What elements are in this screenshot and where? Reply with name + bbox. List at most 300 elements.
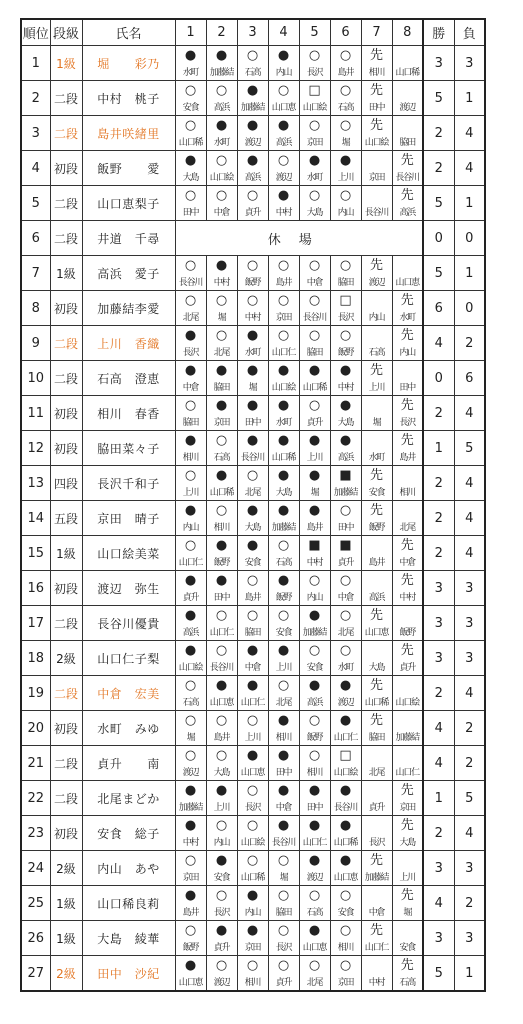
result-mark: ○: [215, 888, 228, 903]
opponent-name: 山口恵: [209, 698, 234, 708]
result-mark: ○: [308, 48, 321, 63]
result-mark: ○: [277, 258, 290, 273]
wins-cell: 2: [423, 396, 454, 431]
game-cell: [237, 606, 268, 641]
opponent-name: 北尾: [399, 523, 416, 533]
game-cell: [237, 186, 268, 221]
result-mark: ○: [215, 433, 228, 448]
result-mark: ○: [246, 783, 259, 798]
losses-cell: 4: [454, 396, 485, 431]
game-cell: [268, 501, 299, 536]
opponent-name: 山口稀: [240, 873, 265, 883]
header-losses: 負: [454, 19, 485, 46]
result-mark: ●: [184, 888, 197, 903]
result-mark: ●: [215, 923, 228, 938]
player-row: [21, 676, 485, 711]
game-cell: [268, 956, 299, 992]
opponent-name: 石高: [306, 908, 323, 918]
game-cell: [268, 921, 299, 956]
opponent-name: 貞升: [399, 663, 416, 673]
losses-cell: 1: [454, 81, 485, 116]
result-mark: ●: [246, 503, 259, 518]
opponent-name: 脇田: [275, 908, 292, 918]
result-mark: ●: [308, 433, 321, 448]
result-mark: ○: [339, 48, 352, 63]
opponent-name: 大島: [182, 173, 199, 183]
header-round-2: 2: [206, 19, 237, 46]
game-cell: [268, 256, 299, 291]
game-cell: [361, 81, 392, 116]
result-mark: ●: [277, 643, 290, 658]
rank-cell: 27: [21, 956, 50, 992]
opponent-name: 島井: [337, 68, 354, 78]
game-cell: [237, 116, 268, 151]
header-wins: 勝: [423, 19, 454, 46]
rank-cell: 1: [21, 46, 50, 81]
result-mark: ○: [339, 643, 352, 658]
result-mark: ●: [246, 398, 259, 413]
rank-cell: 16: [21, 571, 50, 606]
result-mark: [393, 713, 423, 728]
opponent-name: 安食: [182, 103, 199, 113]
opponent-name: 中倉: [306, 278, 323, 288]
opponent-name: 田中: [399, 383, 416, 393]
opponent-name: 山口仁: [271, 348, 296, 358]
opponent-name: 相川: [306, 768, 323, 778]
opponent-name: 堀: [248, 383, 257, 393]
game-cell: [206, 186, 237, 221]
result-mark: ○: [308, 748, 321, 763]
game-cell: [361, 606, 392, 641]
opponent-name: 飯野: [275, 593, 292, 603]
game-cell: [392, 186, 423, 221]
header-round-1: 1: [175, 19, 206, 46]
rank-cell: 22: [21, 781, 50, 816]
opponent-name: 大島: [244, 523, 261, 533]
result-mark: ●: [246, 643, 259, 658]
opponent-name: 貞升: [275, 978, 292, 988]
wins-cell: 3: [423, 641, 454, 676]
dan-cell: 1級: [50, 256, 82, 291]
opponent-name: 水町: [213, 138, 230, 148]
game-cell: [299, 501, 330, 536]
result-mark: ○: [184, 188, 197, 203]
player-row: [21, 46, 485, 81]
game-cell: [175, 746, 206, 781]
opponent-name: 加藤結: [395, 733, 419, 743]
opponent-name: 水町: [182, 68, 199, 78]
wins-cell: 0: [423, 221, 454, 256]
losses-cell: 2: [454, 711, 485, 746]
opponent-name: 大島: [368, 663, 385, 673]
player-row: [21, 221, 485, 256]
result-mark: ○: [215, 818, 228, 833]
game-cell: [206, 921, 237, 956]
game-cell: [361, 886, 392, 921]
result-mark: ○: [246, 468, 259, 483]
result-mark: ○: [246, 573, 259, 588]
player-name: 島井咲緒里: [82, 116, 175, 151]
dan-cell: 初段: [50, 396, 82, 431]
result-mark: ○: [308, 398, 321, 413]
game-cell: [299, 746, 330, 781]
result-mark: ○: [184, 748, 197, 763]
losses-cell: 3: [454, 606, 485, 641]
result-mark: ○: [308, 258, 321, 273]
opponent-name: 中倉: [399, 558, 416, 568]
opponent-name: 大島: [213, 768, 230, 778]
header-name: 氏名: [82, 19, 175, 46]
game-cell: [361, 536, 392, 571]
opponent-name: 高浜: [337, 453, 354, 463]
header-round-5: 5: [299, 19, 330, 46]
game-cell: [361, 291, 392, 326]
dan-cell: 二段: [50, 606, 82, 641]
opponent-name: 長谷川: [178, 278, 203, 288]
opponent-name: 飯野: [213, 558, 230, 568]
opponent-name: 山口恵: [302, 943, 327, 953]
opponent-name: 山口稀: [333, 838, 358, 848]
opponent-name: 脇田: [306, 348, 323, 358]
opponent-name: 堀: [341, 138, 350, 148]
game-cell: [175, 431, 206, 466]
game-cell: [237, 291, 268, 326]
dan-cell: 二段: [50, 116, 82, 151]
game-cell: [361, 921, 392, 956]
opponent-name: 山口恵: [395, 278, 419, 288]
dan-cell: 初段: [50, 431, 82, 466]
result-mark: ●: [277, 818, 290, 833]
player-name: 山口仁子梨: [82, 641, 175, 676]
player-row: [21, 606, 485, 641]
opponent-name: 石高: [182, 698, 199, 708]
dan-cell: 1級: [50, 46, 82, 81]
game-cell: [237, 781, 268, 816]
result-mark: ●: [339, 678, 352, 693]
losses-cell: 3: [454, 921, 485, 956]
result-mark: ○: [308, 118, 321, 133]
opponent-name: 安食: [244, 558, 261, 568]
game-cell: [206, 116, 237, 151]
opponent-name: 上川: [306, 453, 323, 463]
result-mark: ●: [184, 433, 197, 448]
opponent-name: 加藤結: [178, 803, 203, 813]
game-cell: [206, 501, 237, 536]
result-mark: [362, 153, 392, 168]
player-name: 飯野 愛: [82, 151, 175, 186]
game-cell: [206, 886, 237, 921]
header-round-6: 6: [330, 19, 361, 46]
result-mark: ○: [246, 188, 259, 203]
result-mark: [362, 188, 392, 203]
game-cell: [237, 431, 268, 466]
opponent-name: 長沢: [213, 908, 230, 918]
header-rank: 順位: [21, 19, 50, 46]
result-mark: ○: [246, 48, 259, 63]
result-mark: ○: [215, 958, 228, 973]
game-cell: [361, 466, 392, 501]
game-cell: [392, 641, 423, 676]
opponent-name: 堀: [217, 313, 226, 323]
result-mark: ○: [277, 538, 290, 553]
opponent-name: 安食: [275, 628, 292, 638]
opponent-name: 山口恵: [364, 628, 389, 638]
result-mark: 先: [400, 188, 414, 203]
game-cell: [175, 186, 206, 221]
game-cell: [268, 46, 299, 81]
game-cell: [206, 746, 237, 781]
game-cell: [206, 431, 237, 466]
player-row: [21, 361, 485, 396]
wins-cell: 3: [423, 606, 454, 641]
opponent-name: 堀: [372, 418, 381, 428]
rank-cell: 12: [21, 431, 50, 466]
rank-cell: 26: [21, 921, 50, 956]
result-mark: ●: [339, 363, 352, 378]
result-mark: ○: [215, 643, 228, 658]
opponent-name: 大島: [337, 418, 354, 428]
losses-cell: 4: [454, 816, 485, 851]
result-mark: ●: [215, 853, 228, 868]
opponent-name: 北尾: [244, 488, 261, 498]
opponent-name: 加藤結: [271, 523, 296, 533]
game-cell: [175, 781, 206, 816]
game-cell: [361, 956, 392, 992]
game-cell: [175, 851, 206, 886]
game-cell: [206, 81, 237, 116]
game-cell: [330, 781, 361, 816]
standings-body: [21, 46, 485, 992]
result-mark: ○: [339, 503, 352, 518]
game-cell: [206, 606, 237, 641]
opponent-name: 渡辺: [306, 873, 323, 883]
result-mark: [393, 363, 423, 378]
game-cell: [299, 116, 330, 151]
opponent-name: 貞升: [337, 558, 354, 568]
losses-cell: 4: [454, 501, 485, 536]
opponent-name: 内山: [213, 838, 230, 848]
header-round-4: 4: [268, 19, 299, 46]
game-cell: [206, 291, 237, 326]
game-cell: [361, 46, 392, 81]
rank-cell: 15: [21, 536, 50, 571]
player-name: 内山 あや: [82, 851, 175, 886]
game-cell: [299, 921, 330, 956]
player-name: 水町 みゆ: [82, 711, 175, 746]
opponent-name: 中村: [213, 278, 230, 288]
opponent-name: 長沢: [399, 418, 416, 428]
result-mark: ○: [184, 853, 197, 868]
opponent-name: 北尾: [306, 978, 323, 988]
result-mark: ●: [215, 363, 228, 378]
game-cell: [237, 571, 268, 606]
result-mark: □: [308, 83, 321, 98]
player-name: 安食 総子: [82, 816, 175, 851]
result-mark: [362, 818, 392, 833]
wins-cell: 5: [423, 956, 454, 992]
game-cell: [330, 956, 361, 992]
game-cell: [268, 466, 299, 501]
opponent-name: 水町: [368, 453, 385, 463]
opponent-name: 貞升: [368, 803, 385, 813]
opponent-name: 脇田: [213, 383, 230, 393]
result-mark: ●: [184, 363, 197, 378]
dan-cell: 1級: [50, 921, 82, 956]
game-cell: [392, 536, 423, 571]
game-cell: [175, 151, 206, 186]
result-mark: ○: [215, 748, 228, 763]
game-cell: [330, 711, 361, 746]
dan-cell: 2級: [50, 641, 82, 676]
dan-cell: 1級: [50, 536, 82, 571]
game-cell: [175, 256, 206, 291]
losses-cell: 1: [454, 256, 485, 291]
game-cell: [206, 956, 237, 992]
opponent-name: 中倉: [337, 593, 354, 603]
result-mark: 先: [400, 398, 414, 413]
opponent-name: 渡辺: [399, 103, 416, 113]
opponent-name: 飯野: [368, 523, 385, 533]
game-cell: [299, 291, 330, 326]
losses-cell: 2: [454, 326, 485, 361]
game-cell: [175, 956, 206, 992]
game-cell: [206, 711, 237, 746]
opponent-name: 渡辺: [368, 278, 385, 288]
game-cell: [268, 816, 299, 851]
opponent-name: 田中: [368, 103, 385, 113]
player-row: [21, 641, 485, 676]
game-cell: [330, 396, 361, 431]
game-cell: [330, 466, 361, 501]
dan-cell: 二段: [50, 781, 82, 816]
result-mark: ○: [215, 328, 228, 343]
game-cell: [361, 361, 392, 396]
result-mark: [393, 118, 423, 133]
dan-cell: 二段: [50, 676, 82, 711]
result-mark: ●: [215, 468, 228, 483]
result-mark: ●: [215, 48, 228, 63]
game-cell: [392, 781, 423, 816]
opponent-name: 長沢: [275, 943, 292, 953]
dan-cell: 二段: [50, 361, 82, 396]
player-name: 京田 晴子: [82, 501, 175, 536]
game-cell: [237, 851, 268, 886]
game-cell: [237, 501, 268, 536]
game-cell: [206, 326, 237, 361]
result-mark: ○: [246, 853, 259, 868]
opponent-name: 山口仁: [364, 943, 389, 953]
opponent-name: 北尾: [337, 628, 354, 638]
result-mark: ○: [339, 573, 352, 588]
opponent-name: 上川: [244, 733, 261, 743]
game-cell: [392, 501, 423, 536]
player-name: 脇田菜々子: [82, 431, 175, 466]
opponent-name: 中村: [275, 208, 292, 218]
wins-cell: 3: [423, 921, 454, 956]
result-mark: ●: [277, 48, 290, 63]
dan-cell: 五段: [50, 501, 82, 536]
opponent-name: 京田: [244, 943, 261, 953]
dan-cell: 初段: [50, 711, 82, 746]
rank-cell: 9: [21, 326, 50, 361]
opponent-name: 上川: [275, 663, 292, 673]
losses-cell: 5: [454, 431, 485, 466]
game-cell: [237, 326, 268, 361]
opponent-name: 水町: [337, 663, 354, 673]
rest-cell: 休場: [175, 221, 423, 256]
losses-cell: 0: [454, 291, 485, 326]
result-mark: [393, 258, 423, 273]
wins-cell: 3: [423, 571, 454, 606]
rank-cell: 5: [21, 186, 50, 221]
result-mark: ○: [277, 153, 290, 168]
game-cell: [330, 326, 361, 361]
player-name: 山口絵美菜: [82, 536, 175, 571]
opponent-name: 中村: [337, 383, 354, 393]
game-cell: [206, 851, 237, 886]
game-cell: [330, 886, 361, 921]
dan-cell: 二段: [50, 746, 82, 781]
game-cell: [330, 361, 361, 396]
result-mark: 先: [400, 433, 414, 448]
game-cell: [175, 46, 206, 81]
opponent-name: 北尾: [182, 313, 199, 323]
result-mark: ○: [215, 608, 228, 623]
opponent-name: 長沢: [182, 348, 199, 358]
opponent-name: 山口絵: [333, 768, 358, 778]
result-mark: ●: [308, 853, 321, 868]
opponent-name: 内山: [275, 68, 292, 78]
game-cell: [299, 81, 330, 116]
game-cell: [268, 641, 299, 676]
game-cell: [361, 641, 392, 676]
player-name: 堀 彩乃: [82, 46, 175, 81]
result-mark: ●: [184, 503, 197, 518]
wins-cell: 1: [423, 431, 454, 466]
result-mark: ■: [308, 538, 321, 553]
rank-cell: 17: [21, 606, 50, 641]
player-row: [21, 116, 485, 151]
rank-cell: 4: [21, 151, 50, 186]
result-mark: [362, 783, 392, 798]
result-mark: ●: [277, 433, 290, 448]
opponent-name: 中倉: [275, 803, 292, 813]
result-mark: ○: [246, 818, 259, 833]
losses-cell: 5: [454, 781, 485, 816]
opponent-name: 堀: [279, 873, 288, 883]
game-cell: [299, 186, 330, 221]
player-name: 田中 沙紀: [82, 956, 175, 992]
rank-cell: 20: [21, 711, 50, 746]
result-mark: ●: [339, 398, 352, 413]
player-row: [21, 431, 485, 466]
rank-cell: 21: [21, 746, 50, 781]
opponent-name: 上川: [182, 488, 199, 498]
opponent-name: 加藤結: [240, 103, 265, 113]
player-row: [21, 851, 485, 886]
player-row: [21, 886, 485, 921]
result-mark: 先: [369, 118, 383, 133]
player-row: [21, 326, 485, 361]
game-cell: [392, 81, 423, 116]
opponent-name: 安食: [399, 943, 416, 953]
rank-cell: 25: [21, 886, 50, 921]
game-cell: [361, 151, 392, 186]
result-mark: ●: [184, 818, 197, 833]
result-mark: [393, 468, 423, 483]
game-cell: [175, 886, 206, 921]
result-mark: ●: [184, 958, 197, 973]
